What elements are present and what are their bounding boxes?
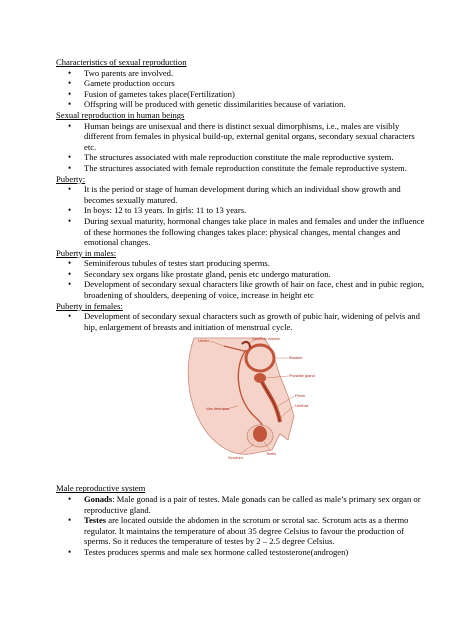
list-puberty [56, 184, 426, 248]
list-item: • Two parents are involved. [56, 68, 426, 79]
label-bladder: Bladder [289, 355, 303, 361]
label-prostate: Prostate gland [289, 373, 315, 379]
list-item: • Offspring will be produced with genetic dissimilarities because of variation. [56, 99, 426, 110]
document-body [56, 57, 426, 558]
label-ureter: Ureter [198, 338, 210, 344]
list-item: • Seminiferous tubules of testes start producing sperms. [56, 258, 426, 269]
item-text: : Male gonad is a pair of testes. Male gonads can be called as male’s primary sex organ or reproductive gland. [84, 494, 421, 515]
list-puberty-females [56, 311, 426, 332]
list-item: • Development of secondary sexual characters like growth of hair on face, chest and in pubic region, broadening of shoulders, deepening of voice, increase in height etc [56, 279, 426, 300]
list-item: • It is the period or stage of human development during which an individual show growth and becomes sexually matured. [56, 184, 426, 205]
male-reproductive-diagram [56, 336, 426, 462]
list-item [56, 494, 426, 515]
heading-male-system: Male reproductive system [56, 483, 146, 494]
list-sexual-reproduction [56, 121, 426, 174]
list-item: • The structures associated with female reproduction constitute the female reproductive system. [56, 163, 426, 174]
list-item [56, 547, 426, 558]
heading-puberty-females: Puberty in females: [56, 300, 123, 311]
label-scrotum: Scrotum [228, 455, 243, 461]
label-testis: Testis [266, 451, 277, 457]
label-penis: Penis [295, 393, 306, 399]
list-item: • Human beings are unisexual and there is distinct sexual dimorphisms, i.e., males are visibly different from females in physical build-up, external genital organs, secondary sexual characters etc. [56, 121, 426, 153]
male-anatomy-illustration [176, 336, 326, 462]
spacer [56, 462, 426, 483]
list-puberty-males [56, 258, 426, 300]
heading-puberty: Puberty: [56, 173, 86, 184]
item-text: are located outside the abdomen in the scrotum or scrotal sac. Scrotum acts as a thermo regulator. It maintains the temperature of about 35 degree Celsius to favour the production of sperms. So it reduces the temperature of testes by 2 – 2.5 degree Celsius. [84, 515, 409, 547]
list-item: • Secondary sex organs like prostate gland, penis etc undergo maturation. [56, 269, 426, 280]
list-item: • In boys: 12 to 13 years. In girls: 11 to 13 years. [56, 205, 426, 216]
heading-puberty-males: Puberty in males: [56, 247, 117, 258]
label-seminal-vesicle: Seminal vesicle [252, 336, 280, 342]
list-item: • During sexual maturity, hormonal changes take place in males and females and under the influence of these hormones the following changes takes place: physical changes, mental changes and emotional changes. [56, 216, 426, 248]
heading-sexual-reproduction: Sexual reproduction in human beings [56, 109, 185, 120]
list-item: • Gamete production occurs [56, 78, 426, 89]
label-vas-deferens: Vas deferens [206, 406, 230, 412]
heading-characteristics: Characteristics of sexual reproduction [56, 57, 187, 67]
list-item: • Development of secondary sexual characters such as growth of pubic hair, widening of pelvis and hip, enlargement of breasts and initiation of menstrual cycle. [56, 311, 426, 332]
label-urethra: Urethra [295, 403, 309, 409]
list-male-system [56, 494, 426, 558]
testis-shape [253, 426, 267, 442]
list-item: • Fusion of gametes takes place(Fertilization) [56, 89, 426, 100]
term-testes: Testes [84, 515, 107, 526]
list-characteristics [56, 68, 426, 110]
list-item: • The structures associated with male reproduction constitute the male reproductive system. [56, 152, 426, 163]
prostate-shape [254, 373, 266, 383]
term-gonads: Gonads [84, 494, 113, 505]
list-item [56, 515, 426, 547]
item-text: Testes produces sperms and male sex hormone called testosterone(androgen) [84, 547, 349, 557]
